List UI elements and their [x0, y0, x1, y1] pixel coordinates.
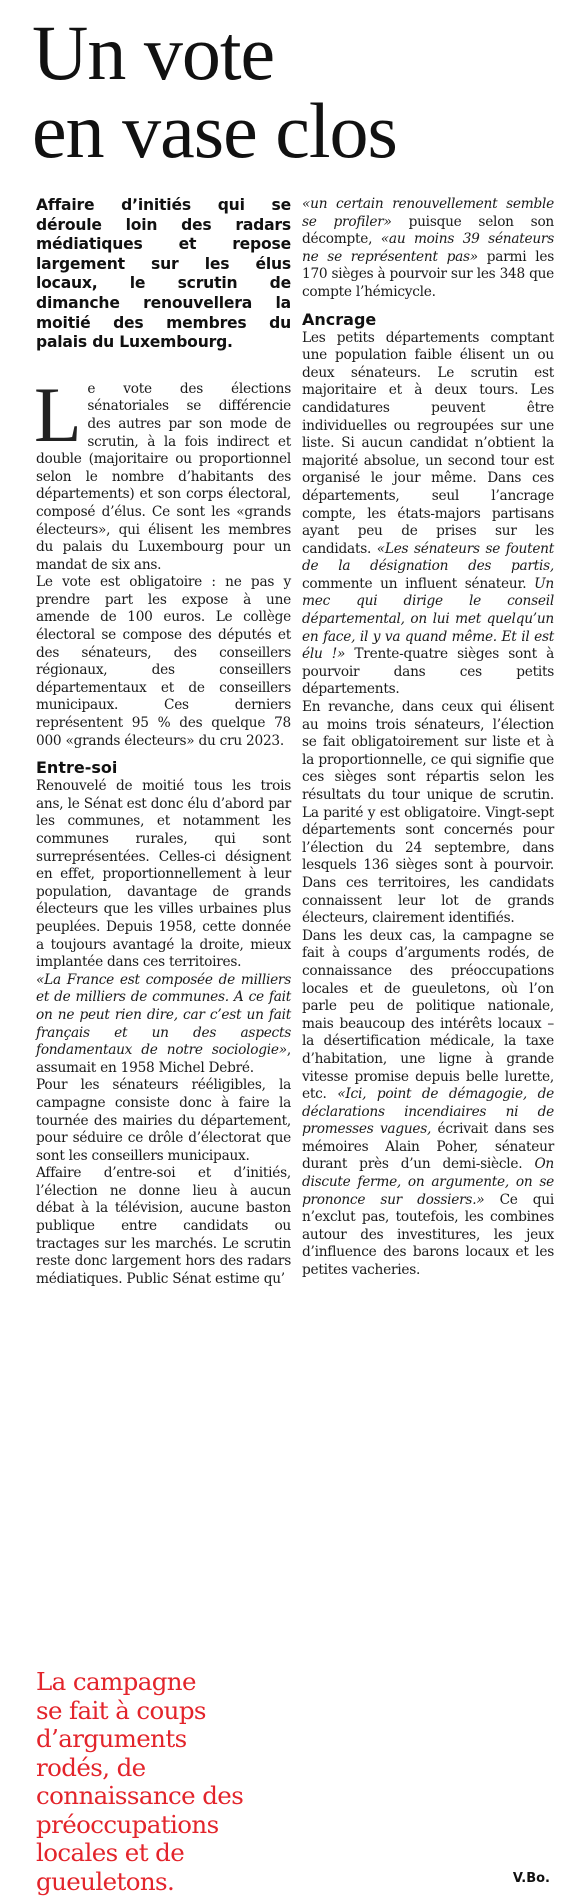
paragraph-entre-soi-start: Affaire d’entre-soi et d’initiés, l’élection ne donne lieu à aucun débat à la télévision, aucune baston publique entre candidats ou tractages sur les marchés. Le scrutin reste donc largement hors des radars médiatiques. Public Sénat estime qu’ [36, 1165, 291, 1288]
article-body-start [36, 381, 291, 1289]
text-combines: Ce qui n’exclut pas, toutefois, les combines autour des investitures, les jeux d’influence des barons locaux et les petites vacheries. [302, 1192, 554, 1278]
pull-quote-line: d’arguments [36, 1725, 298, 1754]
paragraph-senateurs-reeligibles: Pour les sénateurs rééligibles, la campagne consiste donc à faire la tournée des mairies du département, pour séduire ce drôle d’électorat que sont les conseillers municipaux. [36, 1077, 291, 1165]
pull-quote-line: préoccupations [36, 1811, 298, 1840]
pull-quote-line: se fait à coups [36, 1697, 298, 1726]
quote-senateurs-foutent: «Les sénateurs se foutent de la désignation des partis, [302, 541, 554, 575]
text-deux-cas: Dans les deux cas, la campagne se fait à coups d’arguments rodés, de connaissance des préoccupations locales et de gueuletons, où l’on parle peu de politique nationale, mais beaucoup des intérêts locaux – la désertification médicale, la taxe d’habitation, une ligne à grande vitesse promise depuis belle lurette, etc. [302, 928, 554, 1102]
text-170-sieges: parmi les 170 sièges à pourvoir sur les 348 que compte l’hémicycle. [302, 249, 554, 300]
subhead-ancrage: Ancrage [302, 310, 554, 330]
pull-quote [36, 1668, 298, 1896]
text-decompte: puisque selon son décompte, [302, 214, 554, 248]
standfirst: Affaire d’initiés qui se déroule loin des radars médiatiques et repose largement sur les élus locaux, le scrutin de dimanche renouvellera la moitié des membres du palais du Luxembourg. [36, 196, 291, 353]
quote-mec-conseil: Un mec qui dirige le conseil départemental, on lui met quelqu’un en face, il y va quand même. Et il est élu !» [302, 576, 554, 662]
text-trente-quatre: Trente-quatre sièges sont à pourvoir dans ces petits départements. [302, 646, 554, 697]
pull-quote-line: gueuletons. [36, 1868, 298, 1896]
paragraph-public-senat [302, 196, 554, 302]
pull-quote-line: connaissance des [36, 1782, 298, 1811]
quote-debre: «La France est composée de milliers et de milliers de communes. A ce fait on ne peut rien dire, car c’est un fait français et un des aspects fondamentaux de notre sociologie» [36, 972, 291, 1058]
column-left [36, 196, 291, 1288]
text-petits-departements: Les petits départements comptant une population faible élisent un ou deux sénateurs. Le scrutin est majoritaire et à deux tours. Les candidatures peuvent être individuelles ou regroupées sur une liste. Si aucun candidat n’obtient la majorité absolue, un second tour est organisé le jour même. Dans ces départements, seul l’ancrage compte, les états-majors partisans ayant peu de prises sur les candidats. [302, 330, 554, 557]
text-poher-memoires: écrivait dans ses mémoires Alain Poher, sénateur durant près d’un demi-siècle. [302, 1121, 554, 1172]
quote-poher-2: On discute ferme, on argumente, on se prononce sur dossiers.» [302, 1156, 554, 1207]
paragraph-intro-text: e vote des élections sénatoriales se différencie des autres par son mode de scrutin, à la fois indirect et double (majoritaire ou proportionnel selon le nombre d’habitants des départements) et son corps électoral, composé d’élus. Ce sont les «grands électeurs», qui élisent les membres du palais du Luxembourg pour un mandat de six ans. [36, 381, 291, 573]
author-signature: V.Bo. [513, 1871, 550, 1887]
paragraph-debre-quote [36, 972, 291, 1078]
pull-quote-line: La campagne [36, 1668, 298, 1697]
quote-renouvellement: «un certain renouvellement semble se profiler» [302, 196, 554, 230]
pull-quote-line: rodés, de [36, 1754, 298, 1783]
paragraph-renouvele: Renouvelé de moitié tous les trois ans, le Sénat est donc élu d’abord par les communes, et notamment les communes rurales, qui sont surreprésentées. Celles-ci désignent en effet, proportionnellement à leur population, davantage de grands électeurs que les villes urbaines plus peuplées. Depuis 1958, cette donnée a toujours avantagé la droite, mieux implantée dans ces territoires. [36, 778, 291, 972]
paragraph-petits-departements [302, 330, 554, 699]
text-influent-senateur: commente un influent sénateur. [302, 576, 534, 592]
subhead-entre-soi: Entre-soi [36, 758, 291, 778]
headline-line-2: en vase clos [32, 92, 552, 170]
paragraph-proportionnelle: En revanche, dans ceux qui élisent au moins trois sénateurs, l’élection se fait obligatoirement sur liste et à la proportionnelle, ce qui signifie que ces sièges sont répartis selon les résultats du tour unique de scrutin. La parité y est obligatoire. Vingt-sept départements sont concernés pour l’élection du 24 septembre, dans lesquels 136 sièges sont à pourvoir. Dans ces territoires, les candidats connaissent leur lot de grands électeurs, clairement identifiés. [302, 699, 554, 928]
paragraph-obligation: Le vote est obligatoire : ne pas y prendre part les expose à une amende de 100 euros. Le collège électoral se compose des députés et des sénateurs, des conseillers régionaux, des conseillers départementaux et de conseillers municipaux. Ces derniers représentent 95 % des quelque 78 000 «grands électeurs» du cru 2023. [36, 574, 291, 750]
quote-39-senateurs: «au moins 39 sénateurs ne se représentent pas» [302, 231, 554, 265]
headline [32, 14, 552, 170]
drop-cap: L [34, 385, 81, 445]
pull-quote-line: locales et de [36, 1839, 298, 1868]
quote-poher-1: «Ici, point de démagogie, de déclarations incendiaires ni de promesses vagues, [302, 1086, 554, 1137]
paragraph-intro [36, 381, 291, 575]
column-right [302, 196, 554, 1280]
quote-debre-attribution: , assumait en 1958 Michel Debré. [36, 1042, 291, 1076]
headline-line-1: Un vote [32, 14, 552, 92]
paragraph-deux-cas [302, 928, 554, 1280]
